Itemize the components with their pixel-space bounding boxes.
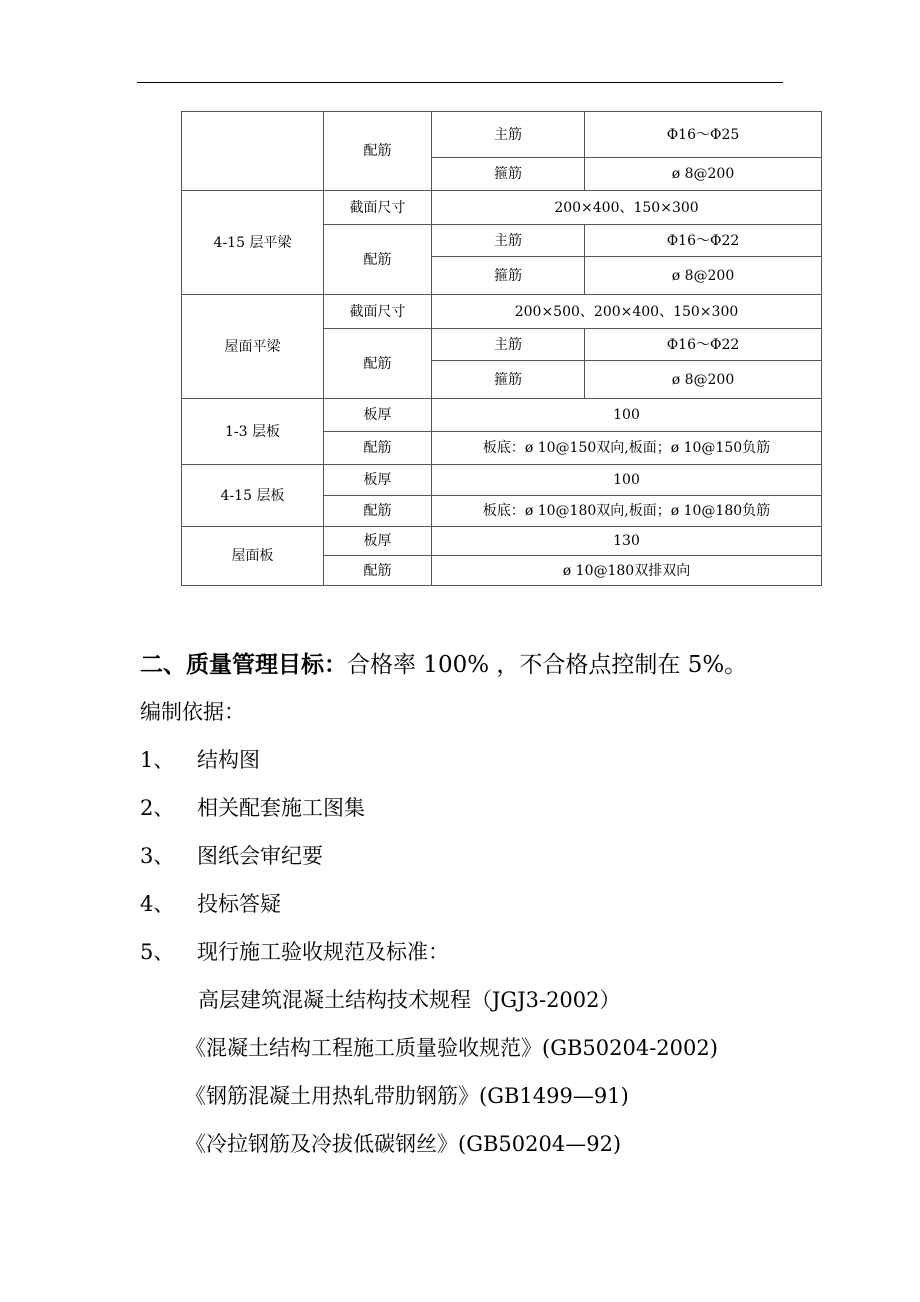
stirrup-value-cell: ø 8@200: [585, 257, 822, 295]
rebar-label-cell: 配筋: [324, 112, 432, 191]
main-bar-label-cell: 主筋: [432, 112, 585, 158]
main-bar-label-cell: 主筋: [432, 225, 585, 257]
rebar-label-cell: 配筋: [324, 432, 432, 465]
member-cell: 1-3 层板: [182, 399, 324, 465]
standard-item: 《冷拉钢筋及冷拔低碳钢丝》(GB50204—92): [185, 1132, 622, 1156]
list-item: [140, 790, 449, 838]
stirrup-label-cell: 箍筋: [432, 361, 585, 399]
rebar-value-cell: ø 10@180双排双向: [432, 556, 822, 586]
main-bar-value-cell: Φ16～Φ22: [585, 225, 822, 257]
member-cell: 4-15 层板: [182, 465, 324, 527]
rebar-label-cell: 配筋: [324, 496, 432, 527]
list-item: [140, 838, 449, 886]
main-bar-label-cell: 主筋: [432, 329, 585, 361]
table-row: [182, 295, 822, 329]
basis-list: [140, 694, 449, 982]
list-item: [140, 886, 449, 934]
rebar-label-cell: 配筋: [324, 225, 432, 295]
main-bar-value-cell: Φ16～Φ25: [585, 112, 822, 158]
section-label-cell: 截面尺寸: [324, 295, 432, 329]
stirrup-value-cell: ø 8@200: [585, 361, 822, 399]
member-cell: 屋面板: [182, 527, 324, 586]
stirrup-label-cell: 箍筋: [432, 158, 585, 191]
standard-item: 高层建筑混凝土结构技术规程（JGJ3-2002）: [198, 988, 621, 1012]
table-row: [182, 191, 822, 225]
rebar-label-cell: 配筋: [324, 556, 432, 586]
header-rule: [137, 82, 783, 83]
stirrup-label-cell: 箍筋: [432, 257, 585, 295]
rebar-value-cell: 板底：ø 10@150双向,板面；ø 10@150负筋: [432, 432, 822, 465]
section-heading: [140, 646, 747, 679]
thickness-label-cell: 板厚: [324, 465, 432, 496]
section-value-cell: 200×400、150×300: [432, 191, 822, 225]
section-label-cell: 截面尺寸: [324, 191, 432, 225]
section-heading-text: 合格率 100% ，不合格点控制在 5%。: [347, 652, 748, 678]
list-item-number: 4、: [140, 892, 175, 916]
table-row: [182, 527, 822, 556]
table-row: [182, 399, 822, 432]
list-item-number: 2、: [140, 796, 175, 820]
list-item-text: 结构图: [197, 748, 260, 772]
section-value-cell: 200×500、200×400、150×300: [432, 295, 822, 329]
list-item: [140, 742, 449, 790]
rebar-label-cell: 配筋: [324, 329, 432, 399]
list-item-text: 投标答疑: [197, 892, 281, 916]
section-heading-title: 二、质量管理目标：: [140, 651, 347, 678]
list-item-text: 相关配套施工图集: [197, 796, 365, 820]
basis-title: 编制依据：: [140, 700, 245, 724]
thickness-value-cell: 100: [432, 465, 822, 496]
list-item: [140, 934, 449, 982]
thickness-value-cell: 100: [432, 399, 822, 432]
member-cell: [182, 112, 324, 191]
list-item-text: 图纸会审纪要: [197, 844, 323, 868]
thickness-value-cell: 130: [432, 527, 822, 556]
stirrup-value-cell: ø 8@200: [585, 158, 822, 191]
standards-list: [185, 982, 718, 1174]
thickness-label-cell: 板厚: [324, 399, 432, 432]
thickness-label-cell: 板厚: [324, 527, 432, 556]
list-item-number: 5、: [140, 940, 175, 964]
structural-spec-table: [181, 111, 822, 586]
list-item-number: 1、: [140, 748, 175, 772]
list-item-number: 3、: [140, 844, 175, 868]
standard-item: 《混凝土结构工程施工质量验收规范》(GB50204-2002): [185, 1036, 718, 1060]
member-cell: 屋面平梁: [182, 295, 324, 399]
rebar-value-cell: 板底：ø 10@180双向,板面；ø 10@180负筋: [432, 496, 822, 527]
main-bar-value-cell: Φ16～Φ22: [585, 329, 822, 361]
member-cell: 4-15 层平梁: [182, 191, 324, 295]
standard-item: 《钢筋混凝土用热轧带肋钢筋》(GB1499—91): [185, 1084, 629, 1108]
table-row: [182, 465, 822, 496]
list-item-text: 现行施工验收规范及标准：: [197, 940, 449, 964]
table-row: [182, 112, 822, 158]
